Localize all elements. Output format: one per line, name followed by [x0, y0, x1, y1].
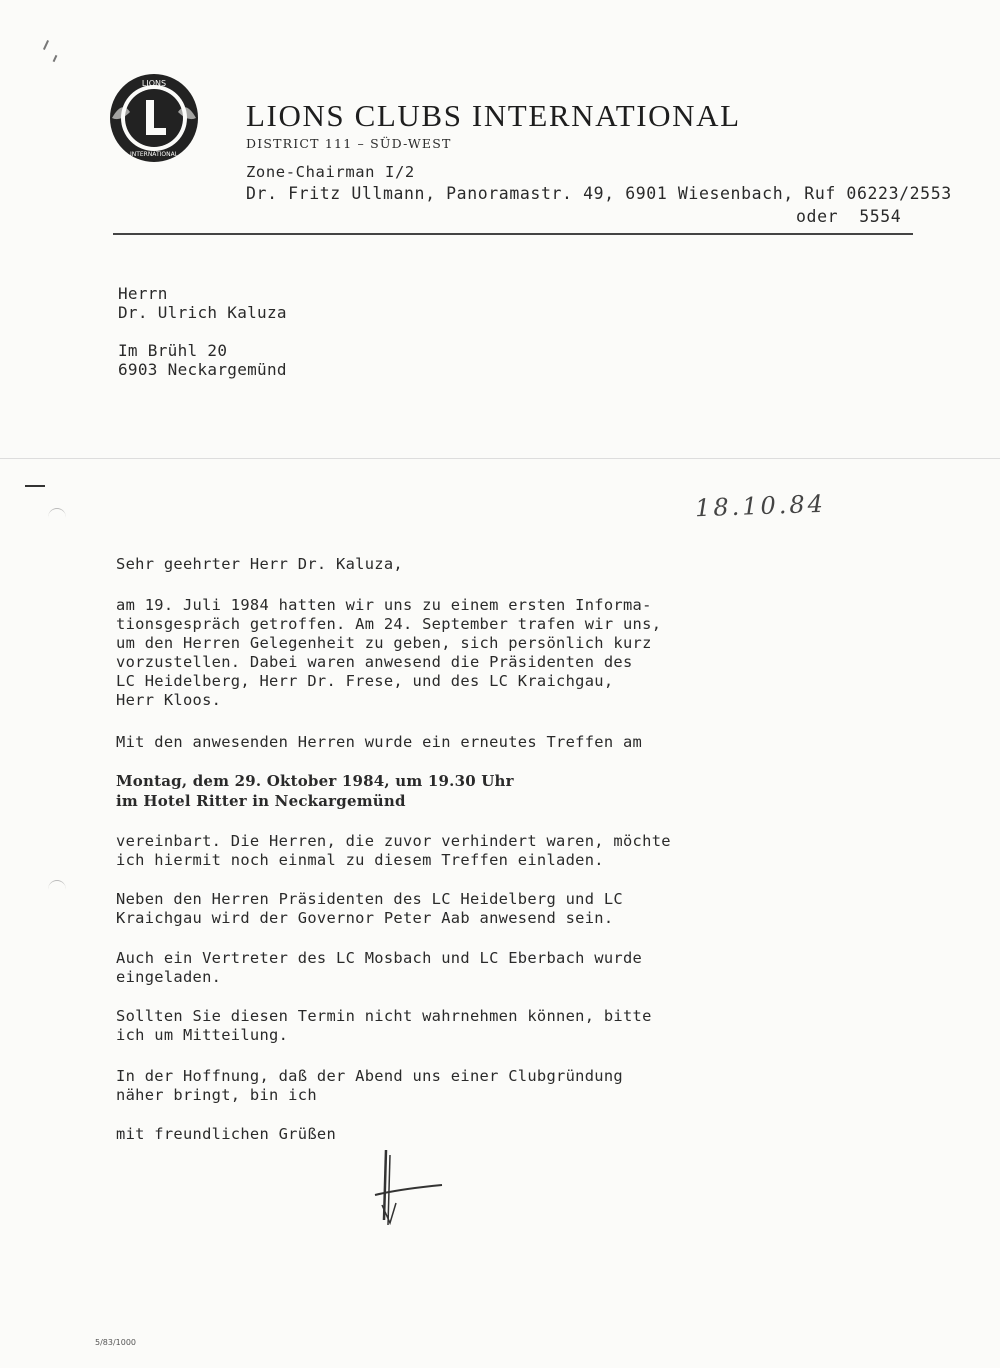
lions-logo: [108, 72, 200, 164]
pen-mark: [53, 55, 58, 62]
paragraph-line: um den Herren Gelegenheit zu geben, sich persönlich kurz: [116, 634, 652, 652]
paragraph-line: ich um Mitteilung.: [116, 1026, 289, 1044]
fold-line: [0, 458, 1000, 459]
recipient-street: Im Brühl 20: [118, 341, 228, 360]
paragraph-line: näher bringt, bin ich: [116, 1086, 317, 1104]
greeting: Sehr geehrter Herr Dr. Kaluza,: [116, 555, 403, 573]
punch-hole-mark: [48, 508, 66, 527]
recipient-city: 6903 Neckargemünd: [118, 360, 287, 379]
zone-chairman: Zone-Chairman I/2: [246, 163, 415, 181]
sender-address: Dr. Fritz Ullmann, Panoramastr. 49, 6901 Wiesenbach, Ruf 06223/2553: [246, 184, 952, 203]
pen-mark: [43, 40, 49, 50]
paragraph-line: Auch ein Vertreter des LC Mosbach und LC Eberbach wurde: [116, 949, 643, 967]
form-code: 5/83/1000: [95, 1338, 137, 1347]
paragraph-line: LC Heidelberg, Herr Dr. Frese, und des LC Kraichgau,: [116, 672, 614, 690]
district-label: DISTRICT 111 – SÜD-WEST: [246, 136, 452, 151]
paragraph-line: am 19. Juli 1984 hatten wir uns zu einem ersten Informa-: [116, 596, 652, 614]
paragraph-line: Kraichgau wird der Governor Peter Aab anwesend sein.: [116, 909, 614, 927]
punch-hole-mark: [48, 880, 66, 899]
svg-text:INTERNATIONAL: INTERNATIONAL: [129, 151, 179, 158]
org-title: LIONS CLUBS INTERNATIONAL: [246, 98, 741, 133]
meeting-location: im Hotel Ritter in Neckargemünd: [116, 792, 406, 810]
fold-mark: [25, 485, 45, 487]
paragraph-line: Mit den anwesenden Herren wurde ein erneutes Treffen am: [116, 733, 643, 751]
signature: [370, 1145, 450, 1230]
paragraph-line: Herr Kloos.: [116, 691, 222, 709]
recipient-name: Dr. Ulrich Kaluza: [118, 303, 287, 322]
paragraph-line: vorzustellen. Dabei waren anwesend die Präsidenten des: [116, 653, 633, 671]
paragraph-line: eingeladen.: [116, 968, 222, 986]
paragraph-line: In der Hoffnung, daß der Abend uns einer Clubgründung: [116, 1067, 623, 1085]
paragraph-line: vereinbart. Die Herren, die zuvor verhindert waren, möchte: [116, 832, 671, 850]
handwritten-date: 18.10.84: [694, 489, 827, 523]
meeting-date: Montag, dem 29. Oktober 1984, um 19.30 Uhr: [116, 772, 514, 790]
paragraph-line: Neben den Herren Präsidenten des LC Heidelberg und LC: [116, 890, 623, 908]
paragraph-line: tionsgespräch getroffen. Am 24. September trafen wir uns,: [116, 615, 662, 633]
closing: mit freundlichen Grüßen: [116, 1125, 337, 1143]
paragraph-line: Sollten Sie diesen Termin nicht wahrnehmen können, bitte: [116, 1007, 652, 1025]
sender-phone-alt: oder 5554: [796, 207, 902, 226]
header-divider: [113, 233, 913, 235]
logo-lettering: LIONS: [141, 79, 167, 88]
paragraph-line: ich hiermit noch einmal zu diesem Treffen einladen.: [116, 851, 604, 869]
recipient-salutation: Herrn: [118, 284, 168, 303]
